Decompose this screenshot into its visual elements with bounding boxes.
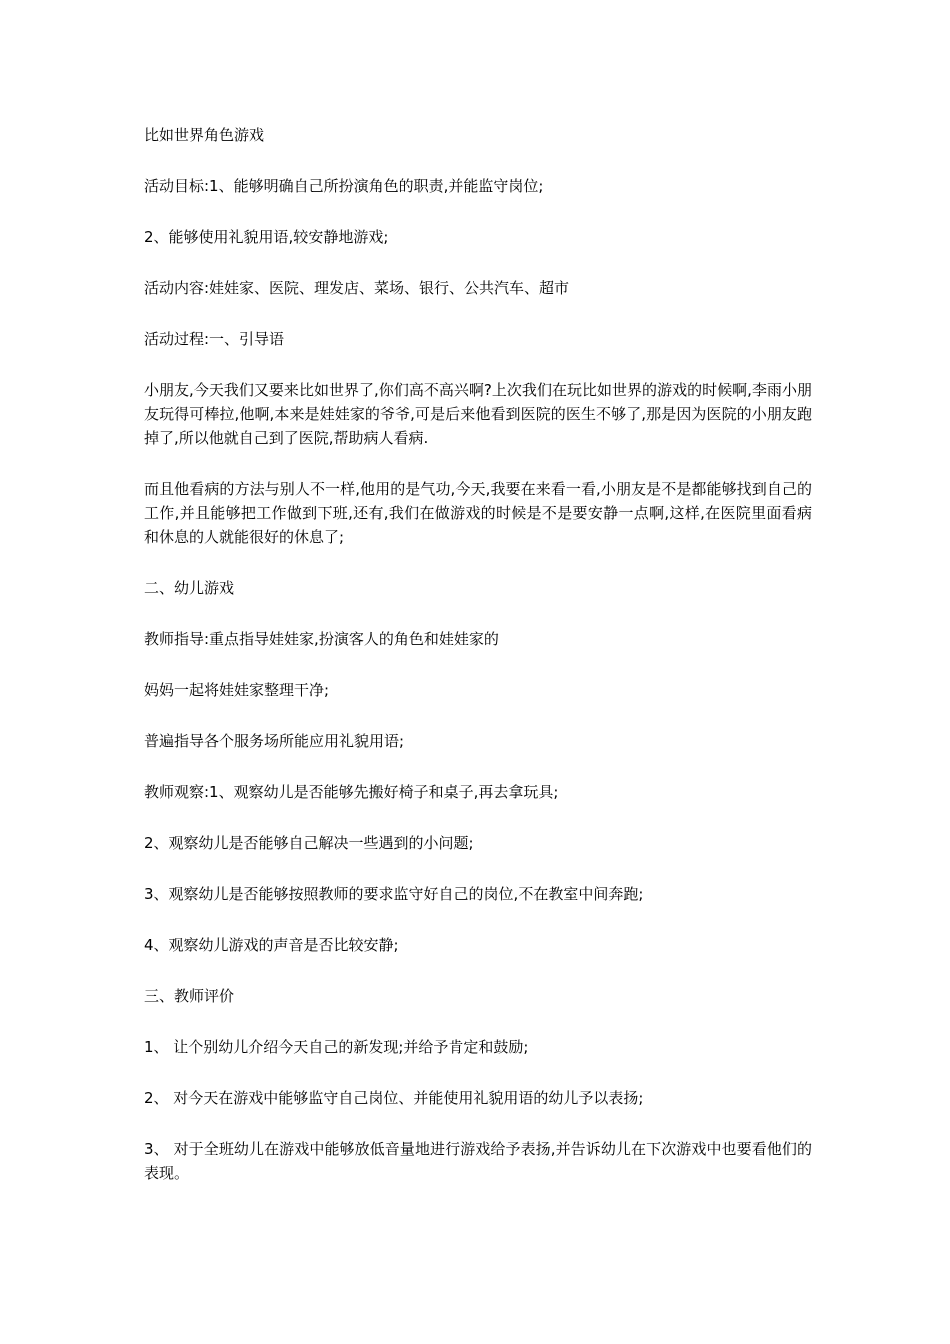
- document-body: [144, 123, 812, 1212]
- paragraph-teacher-guidance-1: 教师指导:重点指导娃娃家,扮演客人的角色和娃娃家的: [144, 630, 499, 648]
- paragraph-evaluation-3: 3、 对于全班幼儿在游戏中能够放低音量地进行游戏给予表扬,并告诉幼儿在下次游戏中也要看他们的表现。: [144, 1140, 812, 1182]
- paragraph-teacher-observation-2: 2、观察幼儿是否能够自己解决一些遇到的小问题;: [144, 834, 474, 852]
- section-heading-children-game: 二、幼儿游戏: [144, 579, 235, 597]
- paragraph-teacher-guidance-2: 妈妈一起将娃娃家整理干净;: [144, 681, 330, 699]
- paragraph-activity-goal-1: 活动目标:1、能够明确自己所扮演角色的职责,并能监守岗位;: [144, 177, 544, 195]
- paragraph-teacher-observation-3: 3、观察幼儿是否能够按照教师的要求监守好自己的岗位,不在教室中间奔跑;: [144, 885, 644, 903]
- paragraph-teacher-observation-4: 4、观察幼儿游戏的声音是否比较安静;: [144, 936, 399, 954]
- section-heading-teacher-evaluation: 三、教师评价: [144, 987, 235, 1005]
- paragraph-teacher-observation-1: 教师观察:1、观察幼儿是否能够先搬好椅子和桌子,再去拿玩具;: [144, 783, 559, 801]
- document-title: 比如世界角色游戏: [144, 126, 265, 144]
- paragraph-introduction-2: 而且他看病的方法与别人不一样,他用的是气功,今天,我要在来看一看,小朋友是不是都能够找到自己的工作,并且能够把工作做到下班,还有,我们在做游戏的时候是不是要安静一点啊,这样,在医院里面看病和休息的人就能很好的休息了;: [144, 480, 812, 546]
- paragraph-activity-process: 活动过程:一、引导语: [144, 330, 285, 348]
- paragraph-teacher-guidance-3: 普遍指导各个服务场所能应用礼貌用语;: [144, 732, 405, 750]
- paragraph-evaluation-2: 2、 对今天在游戏中能够监守自己岗位、并能使用礼貌用语的幼儿予以表扬;: [144, 1089, 644, 1107]
- paragraph-activity-goal-2: 2、能够使用礼貌用语,较安静地游戏;: [144, 228, 389, 246]
- paragraph-introduction-1: 小朋友,今天我们又要来比如世界了,你们高不高兴啊?上次我们在玩比如世界的游戏的时候啊,李雨小朋友玩得可棒拉,他啊,本来是娃娃家的爷爷,可是后来他看到医院的医生不够了,那是因为医院的小朋友跑掉了,所以他就自己到了医院,帮助病人看病.: [144, 381, 812, 447]
- paragraph-activity-content: 活动内容:娃娃家、医院、理发店、菜场、银行、公共汽车、超市: [144, 279, 570, 297]
- paragraph-evaluation-1: 1、 让个别幼儿介绍今天自己的新发现;并给予肯定和鼓励;: [144, 1038, 529, 1056]
